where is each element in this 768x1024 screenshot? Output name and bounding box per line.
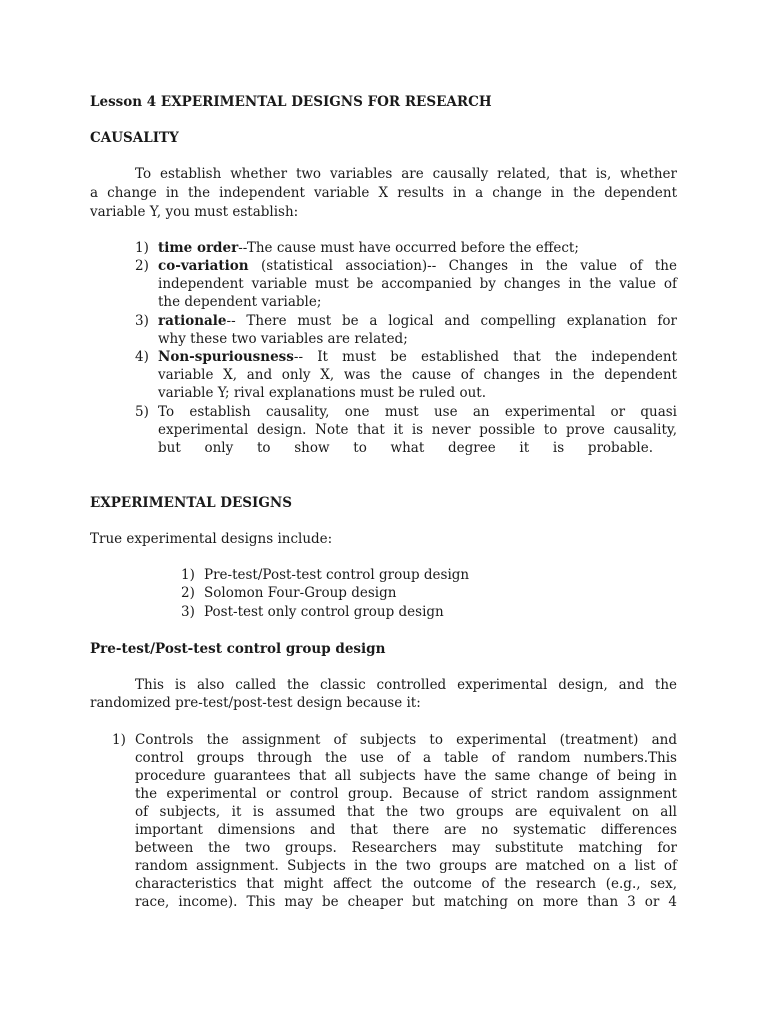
causality-item-line: why these two variables are related;: [158, 331, 408, 347]
pretest-item-line: between the two groups. Researchers may substitute matching for: [135, 840, 677, 856]
design-list-item: Post-test only control group design: [204, 604, 444, 620]
causality-item-line: variable X, and only X, was the cause of changes in the dependent: [158, 367, 677, 383]
causality-heading: CAUSALITY: [90, 130, 179, 146]
lesson-number: Lesson 4: [90, 94, 157, 110]
causality-item-line: variable Y; rival explanations must be ruled out.: [158, 385, 487, 401]
pretest-item-line: random assignment. Subjects in the two groups are matched on a list of: [135, 858, 677, 874]
list-item-number: 1): [135, 240, 149, 256]
causality-item-co-variation: co-variation (statistical association)-- Changes in the value of the: [158, 258, 677, 274]
design-list-item: Solomon Four-Group design: [204, 585, 397, 601]
list-item-number: 2): [135, 258, 149, 274]
experimental-designs-intro: True experimental designs include:: [90, 531, 333, 547]
causality-item-non-spuriousness: Non-spuriousness-- It must be established that the independent: [158, 349, 677, 365]
causality-item-line: To establish causality, one must use an experimental or quasi: [158, 404, 677, 420]
list-item-number: 1): [181, 567, 195, 583]
pretest-item-line: procedure guarantees that all subjects have the same change of being in: [135, 768, 677, 784]
causality-item-time-order: time order--The cause must have occurred before the effect;: [158, 240, 579, 256]
pretest-intro-line-2: randomized pre-test/post-test design because it:: [90, 695, 421, 711]
term-rationale: rationale: [158, 313, 227, 329]
lesson-heading: EXPERIMENTAL DESIGNS FOR RESEARCH: [160, 94, 492, 110]
list-item-number: 1): [112, 732, 126, 748]
term-co-variation: co-variation: [158, 258, 249, 274]
list-item-number: 4): [135, 349, 149, 365]
causality-item-line: independent variable must be accompanied by changes in the value of: [158, 276, 677, 292]
page-title: [90, 94, 492, 110]
pretest-item-line: of subjects, it is assumed that the two groups are equivalent on all: [135, 804, 677, 820]
term-non-spuriousness: Non-spuriousness: [158, 349, 294, 365]
causality-intro-line-2: a change in the independent variable X results in a change in the dependent: [90, 185, 677, 201]
experimental-designs-heading: EXPERIMENTAL DESIGNS: [90, 495, 292, 511]
list-item-number: 2): [181, 585, 195, 601]
pretest-posttest-heading: Pre-test/Post-test control group design: [90, 641, 386, 657]
pretest-item-line: control groups through the use of a table of random numbers.This: [135, 750, 677, 766]
causality-intro-line-3: variable Y, you must establish:: [90, 204, 299, 220]
causality-item-line: experimental design. Note that it is never possible to prove causality,: [158, 422, 677, 438]
causality-item-line: the dependent variable;: [158, 294, 322, 310]
causality-item-line: but only to show to what degree it is probable.: [158, 440, 653, 456]
pretest-item-line: important dimensions and that there are no systematic differences: [135, 822, 677, 838]
design-list-item: Pre-test/Post-test control group design: [204, 567, 470, 583]
pretest-intro-line-1: This is also called the classic controlled experimental design, and the: [135, 677, 677, 693]
list-item-number: 3): [181, 604, 195, 620]
list-item-number: 5): [135, 404, 149, 420]
causality-intro-line-1: To establish whether two variables are causally related, that is, whether: [135, 166, 677, 182]
pretest-item-line: race, income). This may be cheaper but matching on more than 3 or 4: [135, 894, 677, 910]
pretest-item-line: characteristics that might affect the outcome of the research (e.g., sex,: [135, 876, 677, 892]
pretest-item-line: the experimental or control group. Because of strict random assignment: [135, 786, 677, 802]
pretest-item-line: Controls the assignment of subjects to experimental (treatment) and: [135, 732, 677, 748]
list-item-number: 3): [135, 313, 149, 329]
term-time-order: time order: [158, 240, 239, 256]
causality-item-rationale: rationale-- There must be a logical and compelling explanation for: [158, 313, 677, 329]
